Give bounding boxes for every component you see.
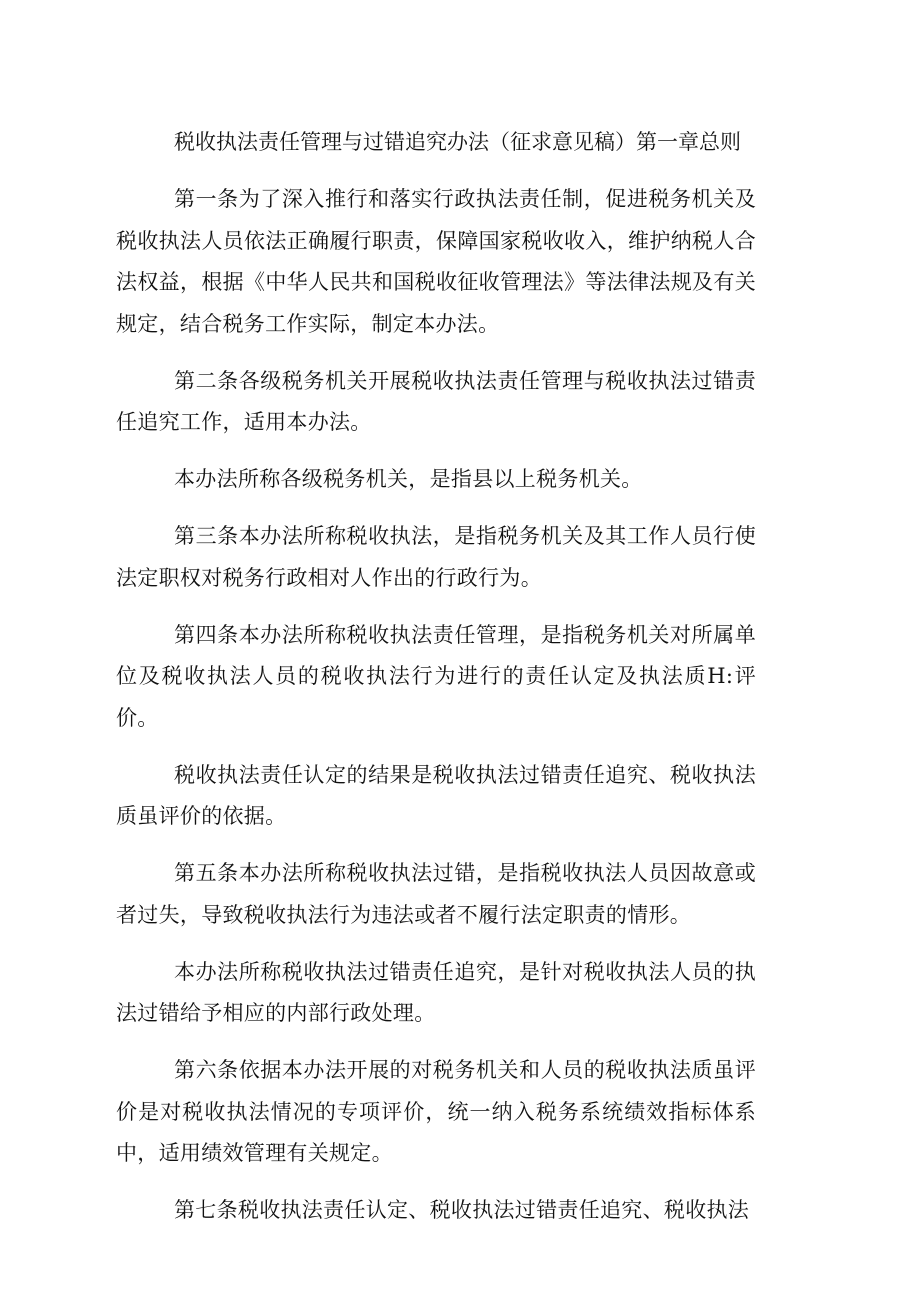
paragraph-article-7: 第七条税收执法责任认定、税收执法过错责任追究、税收执法 [174,1198,750,1222]
paragraph-article-3: 第三条本办法所称税收执法，是指税务机关及其工作人员行使法定职权对税务行政相对人作出的行政行为。 [116,524,756,590]
paragraph-article-4: 第四条本办法所称税收执法责任管理，是指税务机关对所属单位及税收执法人员的税收执法行为进行的责任认定及执法质H:评价。 [116,622,756,730]
document-title-line: 税收执法责任管理与过错追究办法（征求意见稿）第一章总则 [174,130,741,154]
paragraph-article-5: 第五条本办法所称税收执法过错，是指税收执法人员因故意或者过失，导致税收执法行为违法或者不履行法定职责的情形。 [116,861,756,927]
paragraph-article-4-note: 税收执法责任认定的结果是税收执法过错责任追究、税收执法质虽评价的依据。 [116,762,756,828]
paragraph-article-5-note: 本办法所称税收执法过错责任追究，是针对税收执法人员的执法过错给予相应的内部行政处理。 [116,959,756,1025]
paragraph-article-2: 第二条各级税务机关开展税收执法责任管理与税收执法过错责任追究工作，适用本办法。 [116,368,756,434]
document-body [116,122,756,1247]
paragraph-article-6: 第六条依据本办法开展的对税务机关和人员的税收执法质虽评价是对税收执法情况的专项评价，统一纳入税务系统绩效指标体系中，适用绩效管理有关规定。 [116,1058,756,1165]
paragraph-article-1: 第一条为了深入推行和落实行政执法责任制，促进税务机关及税收执法人员依法正确履行职责，保障国家税收收入，维护纳税人合法权益，根据《中华人民共和国税收征收管理法》等法律法规及有关规定，结合税务工作实际，制定本办法。 [116,187,756,336]
paragraph-article-2-note: 本办法所称各级税务机关，是指县以上税务机关。 [174,467,643,491]
